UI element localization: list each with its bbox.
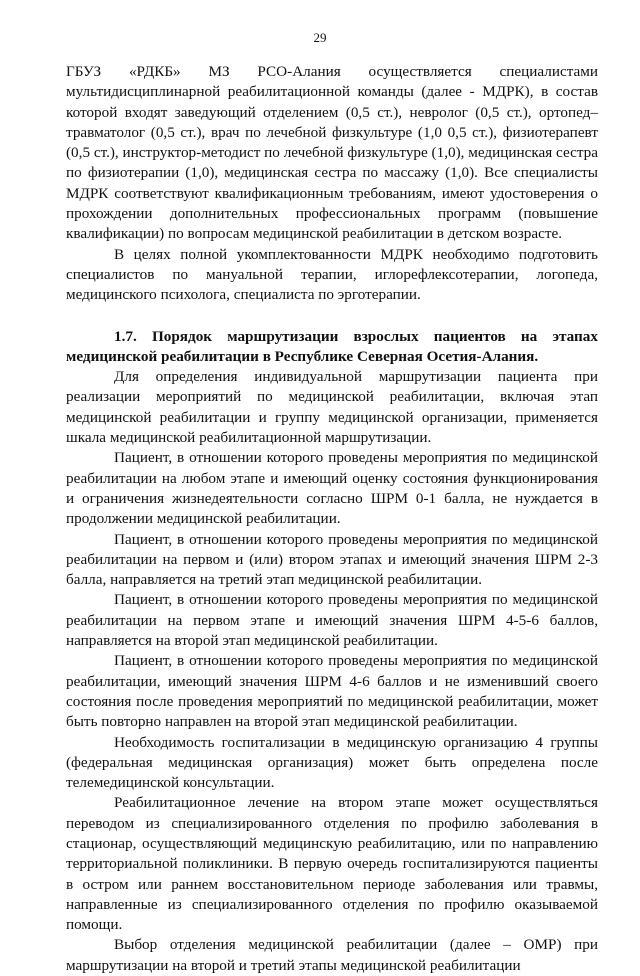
paragraph-shrm-0-1: Пациент, в отношении которого проведены мероприятия по медицинской реабилитации на любом этапе и имеющий оценку состояния функционирования и ограничения жизнедеятельности согласно ШРМ 0-1 балла, не нуждается в продолжении медицинской реабилитации. [66, 449, 598, 528]
paragraph-shrm-2-3: Пациент, в отношении которого проведены мероприятия по медицинской реабилитации на первом и (или) втором этапах и имеющий значения ШРМ 2-3 балла, направляется на третий этап медицинской реабилитации. [66, 530, 598, 589]
paragraph-federal-hospitalization: Необходимость госпитализации в медицинскую организацию 4 группы (федеральная медицинская организация) может быть определена после телемедицинской консультации. [66, 733, 598, 792]
paragraph-routing-scale: Для определения индивидуальной маршрутизации пациента при реализации мероприятий по медицинской реабилитации, включая этап медицинской реабилитации и группу медицинской организации, применяется шкала медицинской реабилитационной маршрутизации. [66, 368, 598, 447]
paragraph-omr-selection: Выбор отделения медицинской реабилитации (далее – ОМР) при маршрутизации на второй и третий этапы медицинской реабилитации [66, 936, 598, 974]
page-number: 29 [313, 30, 327, 45]
paragraph-shrm-4-6-first-stage: Пациент, в отношении которого проведены мероприятия по медицинской реабилитации на первом этапе и имеющий значения ШРМ 4-5-6 баллов, направляется на второй этап медицинской реабилитации. [66, 591, 598, 650]
paragraph-shrm-4-6-repeat: Пациент, в отношении которого проведены мероприятия по медицинской реабилитации, имеющий значения ШРМ 4-6 баллов и не изменивший своего состояния после проведения мероприятий по медицинской реабилитации, может быть повторно направлен на второй этап медицинской реабилитации. [66, 652, 598, 731]
paragraph-staffing-needs: В целях полной укомплектованности МДРК необходимо подготовить специалистов по мануальной терапии, иглорефлексотерапии, логопеда, медицинского психолога, специалиста по эрготерапии. [66, 245, 598, 304]
document-body [66, 62, 598, 976]
paragraph-second-stage-treatment: Реабилитационное лечение на втором этапе может осуществляться переводом из специализированного отделения по профилю заболевания в стационар, осуществляющий медицинскую реабилитацию, или по направлению территориальной поликлиники. В первую очередь госпитализируются пациенты в остром или раннем восстановительном периоде заболевания или травмы, направленные из специализированного отделения по профилю оказываемой помощи. [66, 794, 598, 934]
paragraph-mdrk-staff: ГБУЗ «РДКБ» МЗ РСО-Алания осуществляется специалистами мультидисциплинарной реабилитационной команды (далее - МДРК), в состав которой входят заведующий отделением (0,5 ст.), невролог (0,5 ст.), ортопед–травматолог (0,5 ст.), врач по лечебной физкультуре (1,0 0,5 ст.), физиотерапевт (0,5 ст.), инструктор-методист по лечебной физкультуре (1,0), медицинская сестра по физиотерапии (1,0), медицинская сестра по массажу (1,0). Все специалисты МДРК соответствуют квалификационным требованиям, имеют удостоверения о прохождении дополнительных профессиональных программ (повышение квалификации) по вопросам медицинской реабилитации в детском возрасте. [66, 63, 598, 243]
section-heading: 1.7. Порядок маршрутизации взрослых пациентов на этапах медицинской реабилитации в Республике Северная Осетия-Алания. [66, 327, 598, 365]
